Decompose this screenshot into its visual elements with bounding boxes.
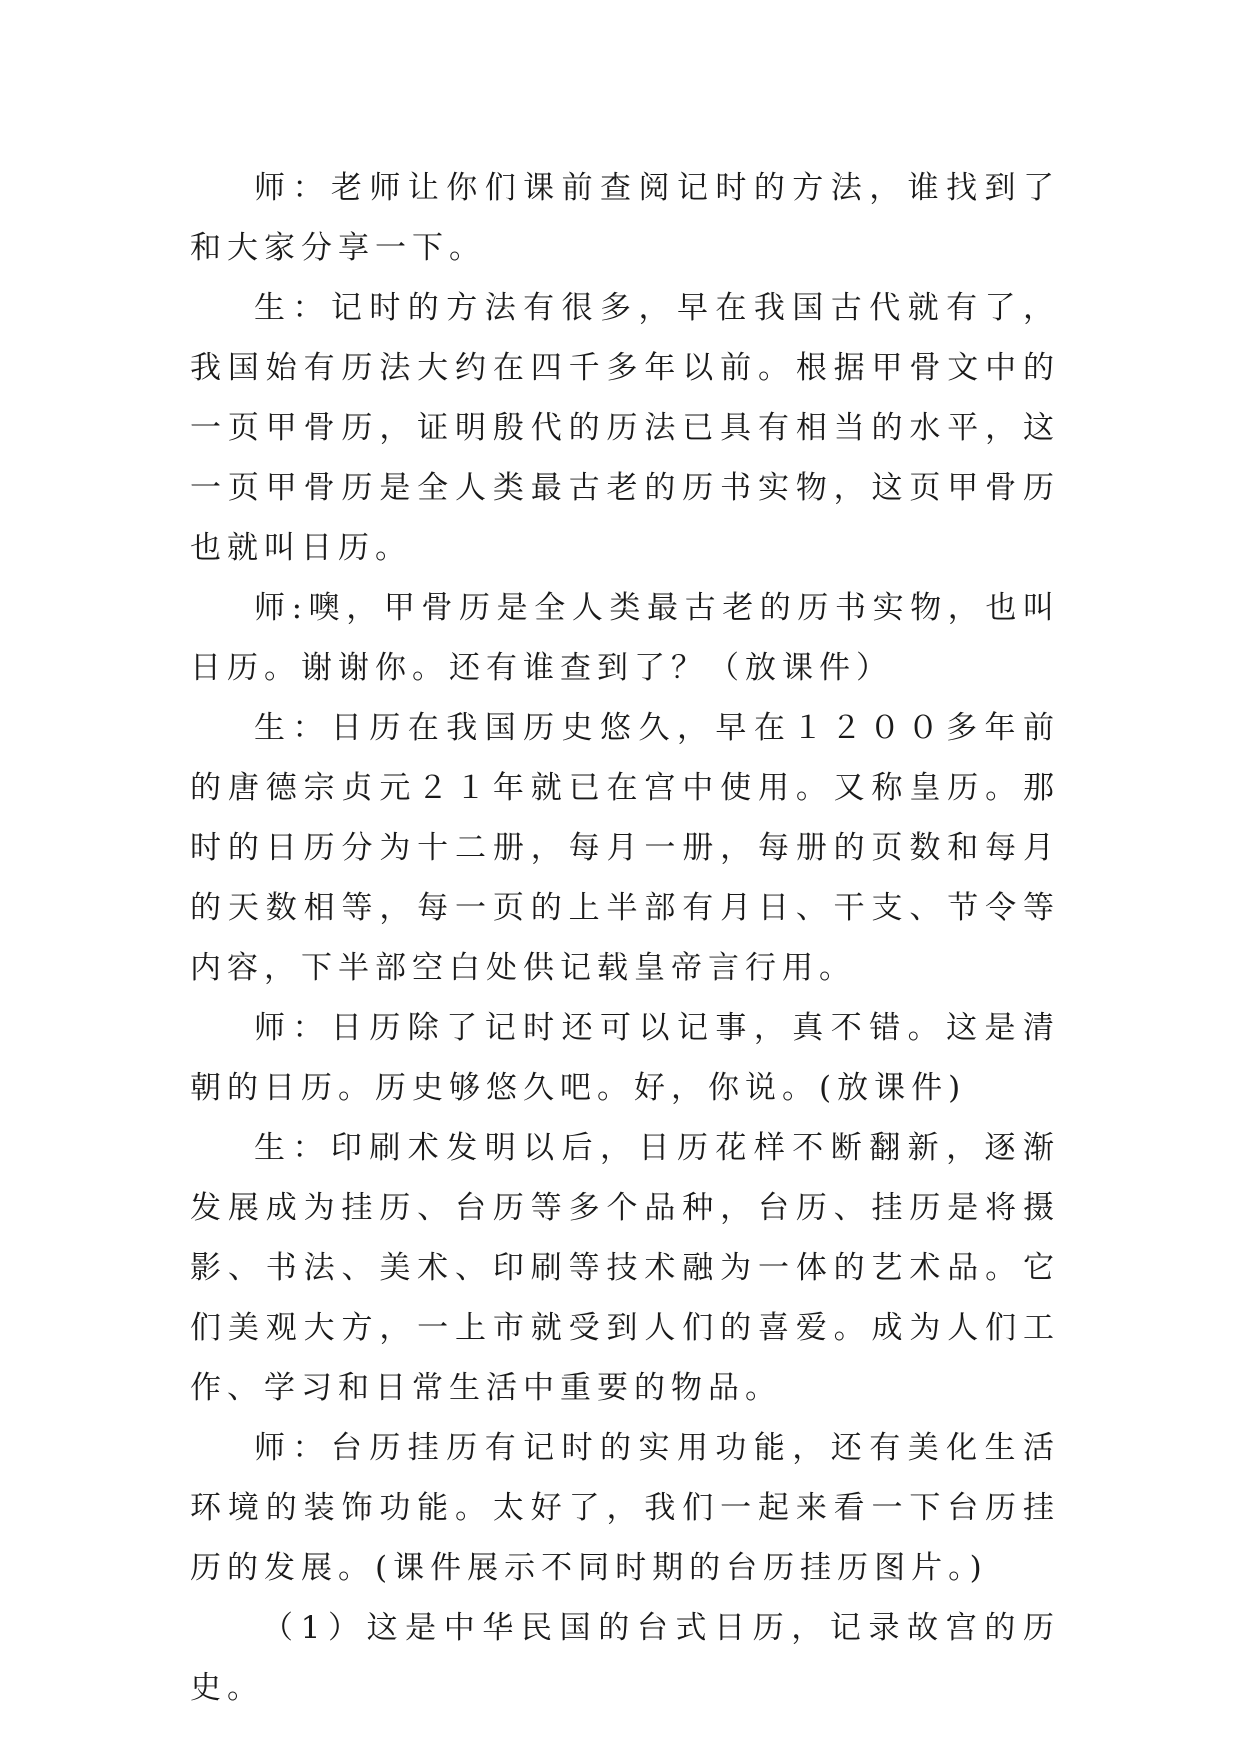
paragraph-student-2: 生：日历在我国历史悠久，早在１２００多年前的唐德宗贞元２１年就已在宫中使用。又称皇历。那时的日历分为十二册，每月一册，每册的页数和每月的天数相等，每一页的上半部有月日、干支、节令等内容，下半部空白处供记载皇帝言行用。 [190,710,1060,986]
paragraph-teacher-4: 师：台历挂历有记时的实用功能，还有美化生活环境的装饰功能。太好了，我们一起来看一下台历挂历的发展。(课件展示不同时期的台历挂历图片。) [190,1430,1060,1586]
paragraph-teacher-3: 师：日历除了记时还可以记事，真不错。这是清朝的日历。历史够悠久吧。好，你说。(放课件) [190,1010,1060,1106]
paragraph-list-item-1: （1）这是中华民国的台式日历，记录故宫的历史。 [190,1610,1060,1706]
paragraph-teacher-1: 师：老师让你们课前查阅记时的方法，谁找到了和大家分享一下。 [190,170,1060,266]
paragraph-student-3: 生：印刷术发明以后，日历花样不断翻新，逐渐发展成为挂历、台历等多个品种，台历、挂历是将摄影、书法、美术、印刷等技术融为一体的艺术品。它们美观大方，一上市就受到人们的喜爱。成为人们工作、学习和日常生活中重要的物品。 [190,1130,1060,1406]
document-body [190,158,1060,1718]
paragraph-teacher-2: 师:噢，甲骨历是全人类最古老的历书实物，也叫日历。谢谢你。还有谁查到了？（放课件） [190,590,1060,686]
paragraph-student-1: 生：记时的方法有很多，早在我国古代就有了，我国始有历法大约在四千多年以前。根据甲骨文中的一页甲骨历，证明殷代的历法已具有相当的水平，这一页甲骨历是全人类最古老的历书实物，这页甲骨历也就叫日历。 [190,290,1060,566]
